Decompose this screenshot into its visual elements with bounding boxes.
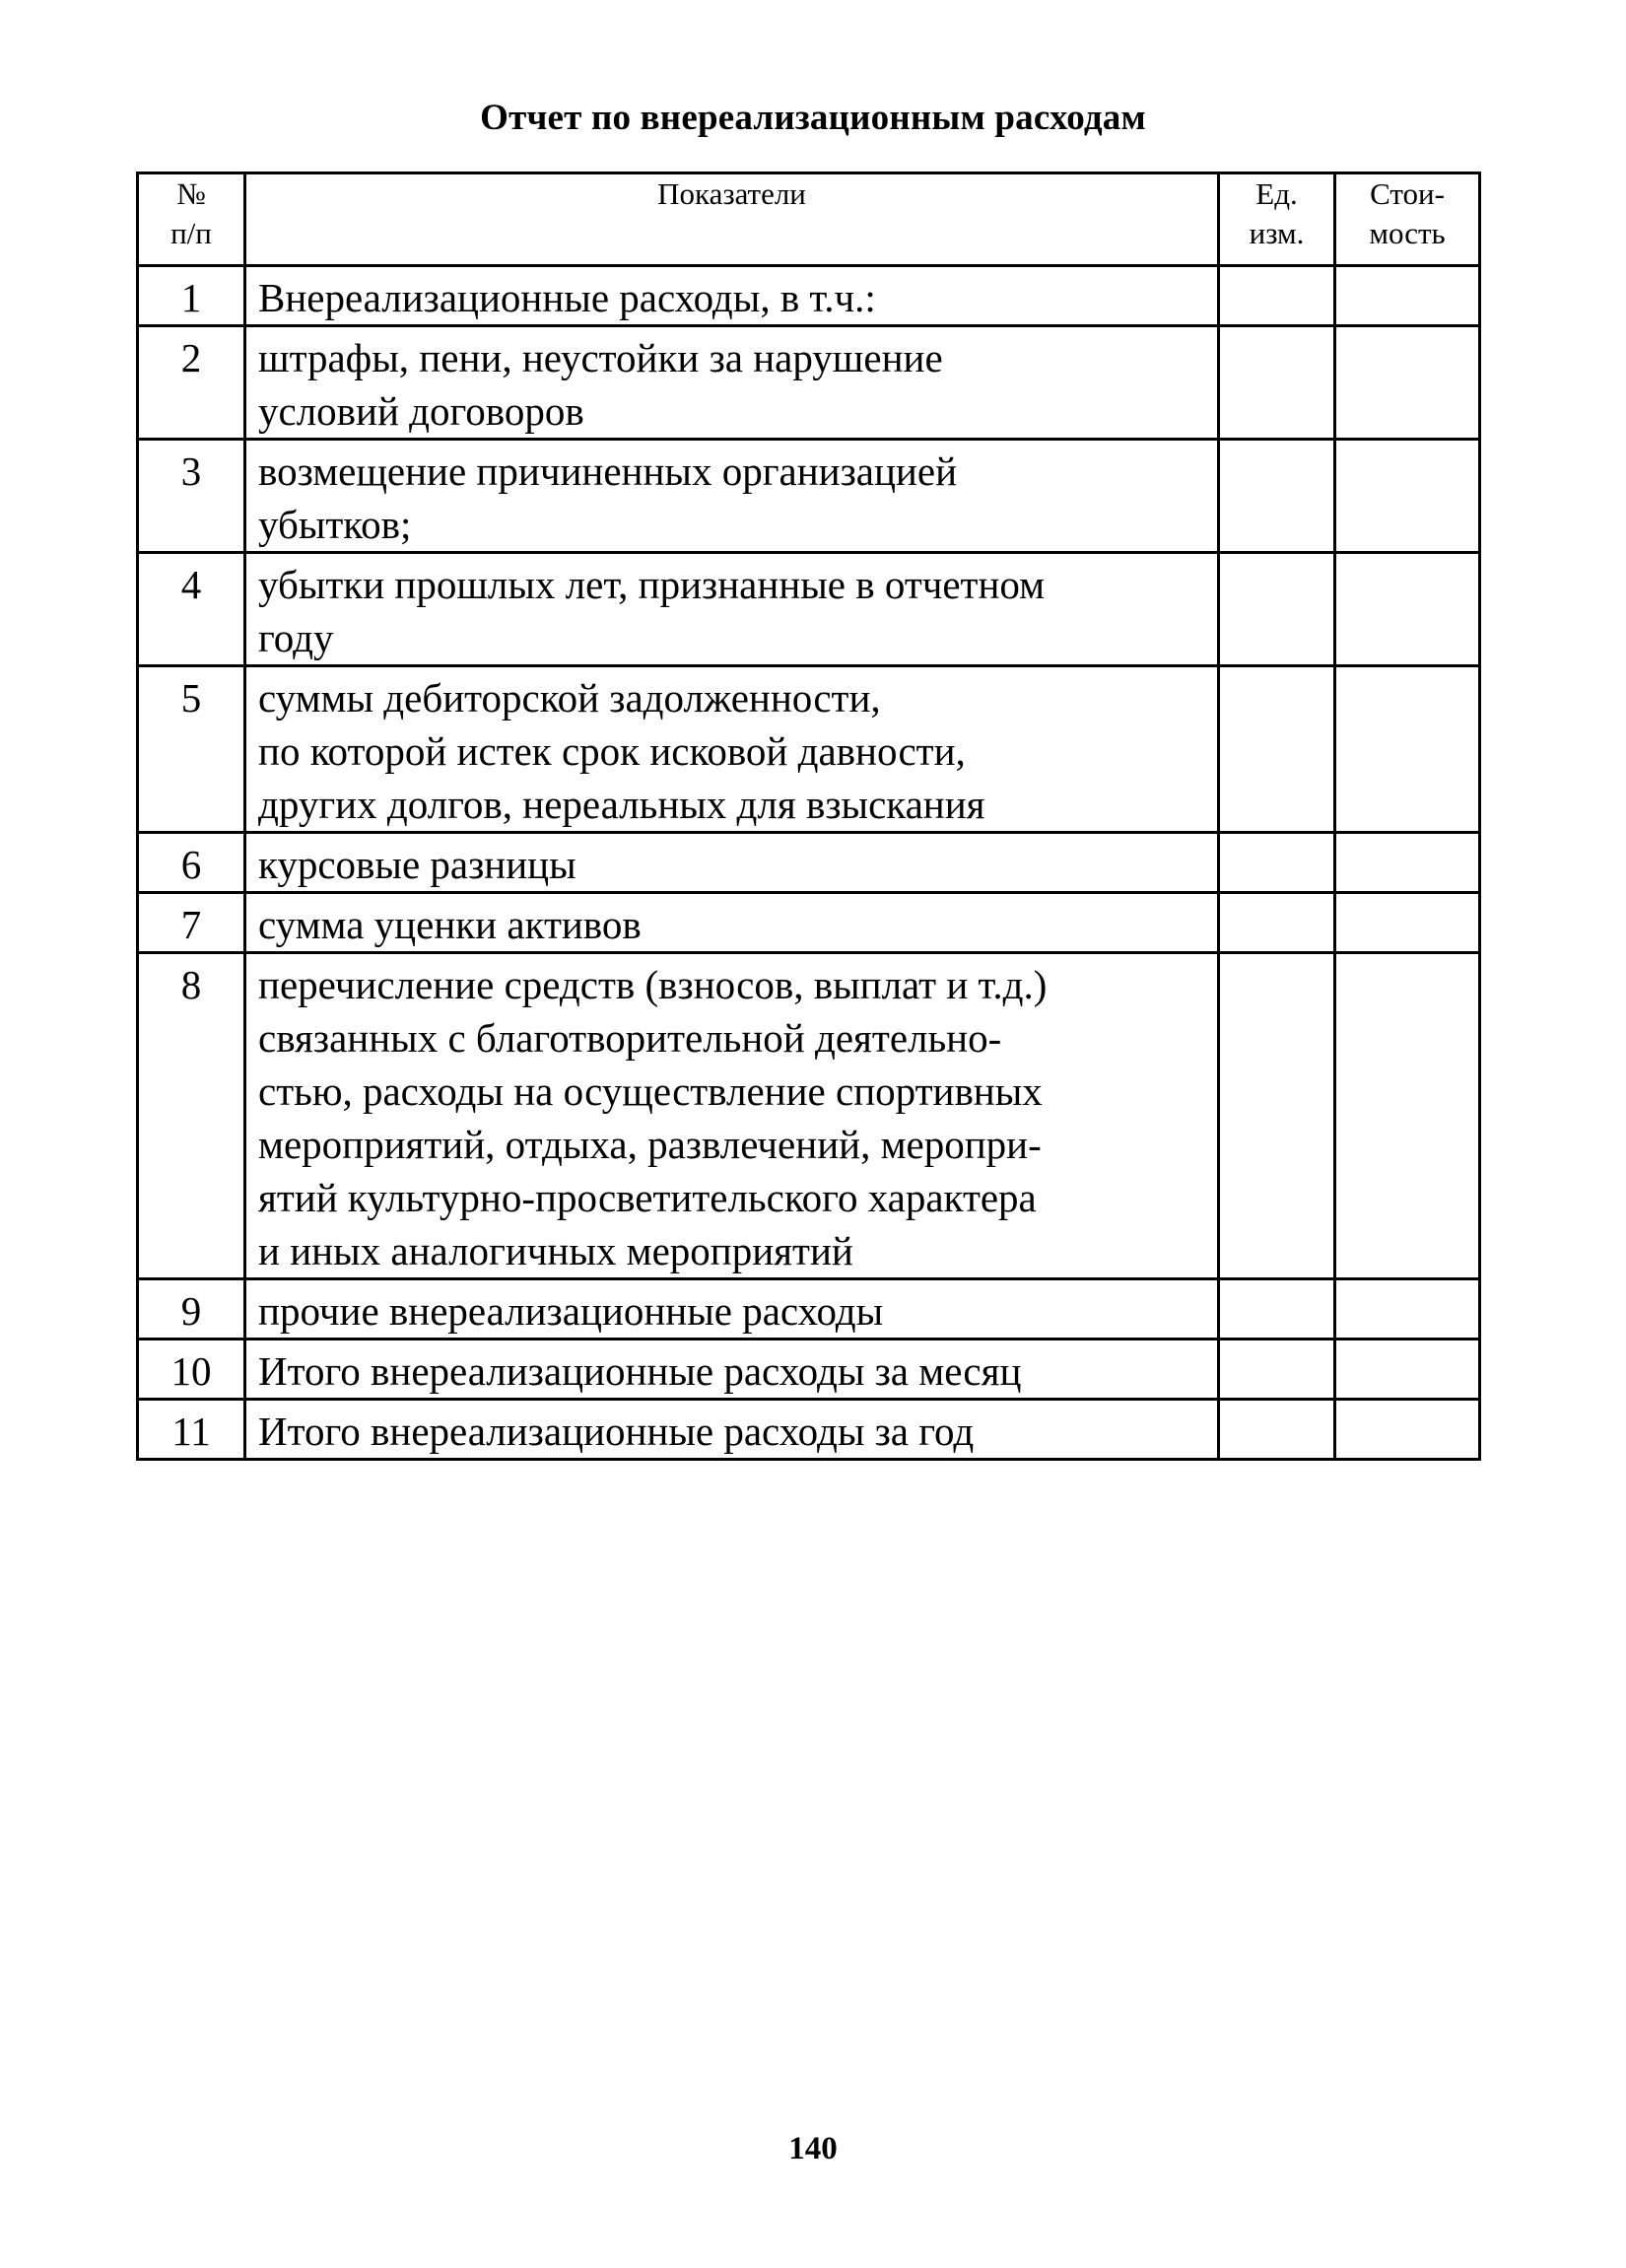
row-indicator bbox=[245, 326, 1219, 440]
table-row bbox=[138, 666, 1480, 833]
row-cost bbox=[1335, 1340, 1480, 1400]
row-number: 1 bbox=[138, 266, 245, 326]
header-cost-line-1: Стои- bbox=[1370, 176, 1445, 211]
header-unit bbox=[1219, 173, 1335, 266]
row-cost bbox=[1335, 440, 1480, 553]
table-row bbox=[138, 1340, 1480, 1400]
indicator-line: курсовые разницы bbox=[258, 842, 576, 887]
indicator-line: убытков; bbox=[258, 502, 412, 547]
indicator-line: убытки прошлых лет, признанные в отчетном bbox=[258, 562, 1046, 607]
header-num bbox=[138, 173, 245, 266]
table-row bbox=[138, 953, 1480, 1279]
row-number: 4 bbox=[138, 553, 245, 666]
row-unit bbox=[1219, 1400, 1335, 1460]
row-unit bbox=[1219, 953, 1335, 1279]
row-indicator bbox=[245, 440, 1219, 553]
header-unit-line-2: изм. bbox=[1249, 216, 1305, 250]
row-indicator bbox=[245, 833, 1219, 893]
table-row bbox=[138, 440, 1480, 553]
header-num-line-1: № bbox=[176, 176, 206, 211]
row-number: 9 bbox=[138, 1279, 245, 1340]
expenses-table bbox=[136, 172, 1481, 1461]
row-unit bbox=[1219, 893, 1335, 953]
row-indicator bbox=[245, 1279, 1219, 1340]
row-indicator bbox=[245, 553, 1219, 666]
row-unit bbox=[1219, 266, 1335, 326]
page-number: 140 bbox=[788, 2131, 838, 2166]
row-cost bbox=[1335, 1279, 1480, 1340]
header-unit-line-1: Ед. bbox=[1255, 176, 1298, 211]
indicator-line: Внереализационные расходы, в т.ч.: bbox=[258, 275, 876, 320]
row-indicator bbox=[245, 953, 1219, 1279]
indicator-line: условий договоров bbox=[258, 388, 584, 434]
row-unit bbox=[1219, 833, 1335, 893]
row-cost bbox=[1335, 833, 1480, 893]
indicator-line: мероприятий, отдыха, развлечений, меропри- bbox=[258, 1122, 1042, 1167]
row-cost bbox=[1335, 326, 1480, 440]
row-number: 8 bbox=[138, 953, 245, 1279]
row-number: 10 bbox=[138, 1340, 245, 1400]
indicator-line: суммы дебиторской задолженности, bbox=[258, 675, 881, 721]
header-num-line-2: п/п bbox=[170, 216, 212, 250]
row-number: 2 bbox=[138, 326, 245, 440]
indicator-line: Итого внереализационные расходы за год bbox=[258, 1409, 975, 1454]
indicator-line: и иных аналогичных мероприятий bbox=[258, 1228, 853, 1273]
header-indicator: Показатели bbox=[245, 173, 1219, 266]
row-indicator bbox=[245, 266, 1219, 326]
indicator-line: по которой истек срок исковой давности, bbox=[258, 728, 966, 774]
document-title: Отчет по внереализационным расходам bbox=[480, 98, 1146, 138]
indicator-line: прочие внереализационные расходы bbox=[258, 1288, 884, 1334]
row-unit bbox=[1219, 440, 1335, 553]
row-unit bbox=[1219, 1279, 1335, 1340]
row-cost bbox=[1335, 953, 1480, 1279]
row-indicator bbox=[245, 893, 1219, 953]
indicator-line: году bbox=[258, 615, 334, 660]
indicator-line: ятий культурно-просветительского характера bbox=[258, 1175, 1037, 1220]
header-cost-line-2: мость bbox=[1369, 216, 1446, 250]
table-row bbox=[138, 553, 1480, 666]
table-row bbox=[138, 893, 1480, 953]
indicator-line: стью, расходы на осуществление спортивных bbox=[258, 1068, 1043, 1114]
row-cost bbox=[1335, 666, 1480, 833]
indicator-line: сумма уценки активов bbox=[258, 902, 642, 947]
row-unit bbox=[1219, 1340, 1335, 1400]
row-number: 3 bbox=[138, 440, 245, 553]
row-cost bbox=[1335, 1400, 1480, 1460]
table-row bbox=[138, 833, 1480, 893]
row-unit bbox=[1219, 326, 1335, 440]
table-row bbox=[138, 266, 1480, 326]
indicator-line: связанных с благотворительной деятельно- bbox=[258, 1015, 1002, 1061]
row-unit bbox=[1219, 553, 1335, 666]
table-body bbox=[138, 266, 1480, 1460]
row-indicator bbox=[245, 1340, 1219, 1400]
table-row bbox=[138, 1400, 1480, 1460]
table-row bbox=[138, 326, 1480, 440]
indicator-line: возмещение причиненных организацией bbox=[258, 448, 958, 494]
row-unit bbox=[1219, 666, 1335, 833]
row-cost bbox=[1335, 266, 1480, 326]
table-header-row bbox=[138, 173, 1480, 266]
row-indicator bbox=[245, 666, 1219, 833]
header-cost bbox=[1335, 173, 1480, 266]
table-row bbox=[138, 1279, 1480, 1340]
indicator-line: других долгов, нереальных для взыскания bbox=[258, 782, 985, 827]
row-number: 6 bbox=[138, 833, 245, 893]
row-number: 7 bbox=[138, 893, 245, 953]
row-cost bbox=[1335, 553, 1480, 666]
indicator-line: перечисление средств (взносов, выплат и т.д.) bbox=[258, 962, 1048, 1007]
row-indicator bbox=[245, 1400, 1219, 1460]
indicator-line: штрафы, пени, неустойки за нарушение bbox=[258, 335, 943, 380]
row-number: 11 bbox=[138, 1400, 245, 1460]
row-cost bbox=[1335, 893, 1480, 953]
indicator-line: Итого внереализационные расходы за месяц bbox=[258, 1348, 1022, 1394]
row-number: 5 bbox=[138, 666, 245, 833]
